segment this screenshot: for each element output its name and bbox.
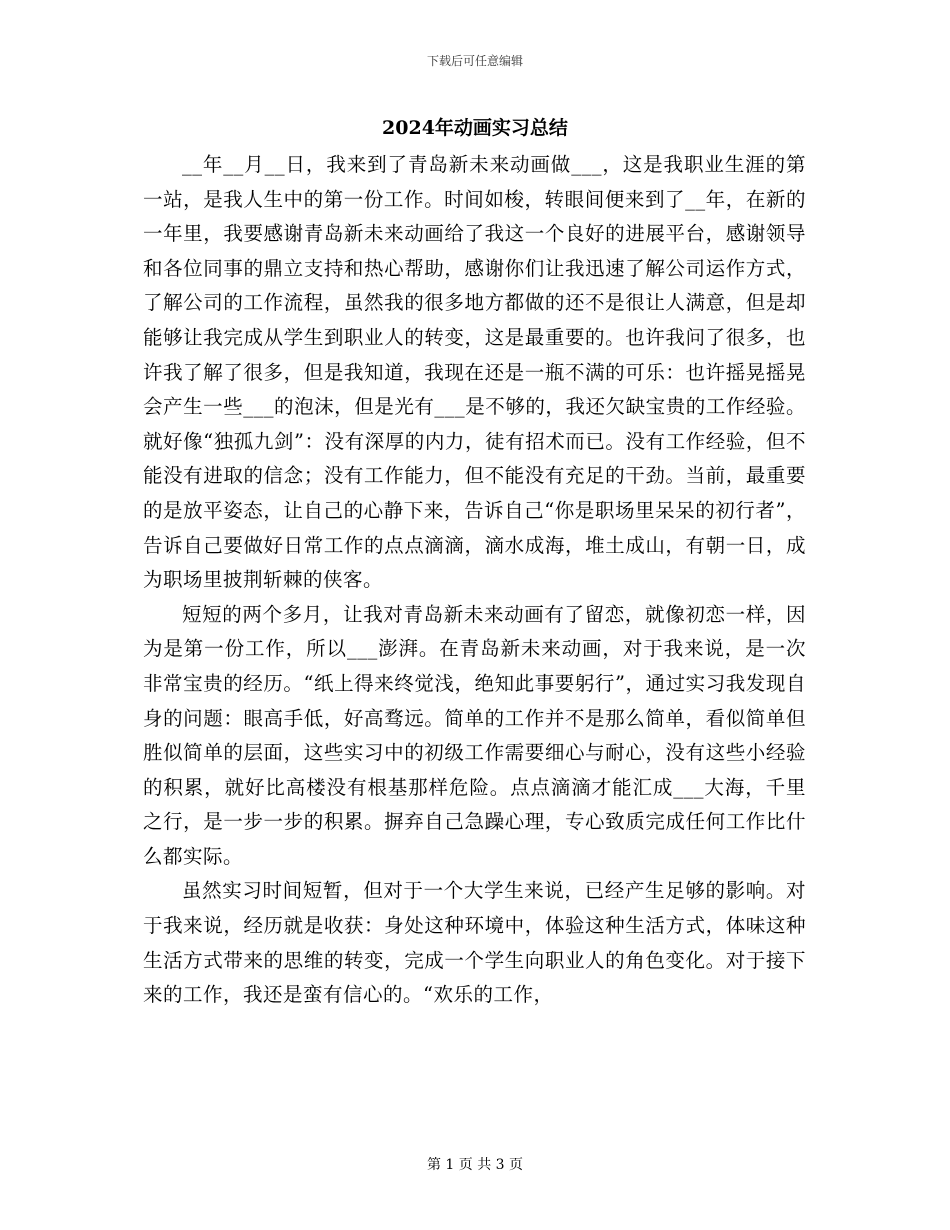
page-number: 第 1 页 共 3 页: [426, 1157, 524, 1173]
document-title: 2024年动画实习总结: [382, 117, 568, 139]
paragraph: __年__月__日，我来到了青岛新未来动画做___，这是我职业生涯的第一站，是我人生中的第一份工作。时间如梭，转眼间便来到了__年，在新的一年里，我要感谢青岛新未来动画给了我这一个良好的进展平台，感谢领导和各位同事的鼎立支持和热心帮助，感谢你们让我迅速了解公司运作方式，了解公司的工作流程，虽然我的很多地方都做的还不是很让人满意，但是却能够让我完成从学生到职业人的转变，这是最重要的。也许我问了很多，也许我了解了很多，但是我知道，我现在还是一瓶不满的可乐：也许摇晃摇晃会产生一些___的泡沫，但是光有___是不够的，我还欠缺宝贵的工作经验。就好像“独孤九剑”：没有深厚的内力，徒有招术而已。没有工作经验，但不能没有进取的信念；没有工作能力，但不能没有充足的干劲。当前，最重要的是放平姿态，让自己的心静下来，告诉自己“你是职场里呆呆的初行者”，告诉自己要做好日常工作的点点滴滴，滴水成海，堆土成山，有朝一日，成为职场里披荆斩棘的侠客。: [143, 153, 806, 592]
document-body: [143, 148, 806, 1013]
paragraph: 虽然实习时间短暂，但对于一个大学生来说，已经产生足够的影响。对于我来说，经历就是收获：身处这种环境中，体验这种生活方式，体味这种生活方式带来的思维的转变，完成一个学生向职业人的角色变化。对于接下来的工作，我还是蛮有信心的。“欢乐的工作，: [143, 879, 806, 1007]
paragraph: 短短的两个多月，让我对青岛新未来动画有了留恋，就像初恋一样，因为是第一份工作，所以___澎湃。在青岛新未来动画，对于我来说，是一次非常宝贵的经历。“纸上得来终觉浅，绝知此事要躬行”，通过实习我发现自身的问题：眼高手低，好高骛远。简单的工作并不是那么简单，看似简单但胜似简单的层面，这些实习中的初级工作需要细心与耐心，没有这些小经验的积累，就好比高楼没有根基那样危险。点点滴滴才能汇成___大海，千里之行，是一步一步的积累。摒弃自己急躁心理，专心致质完成任何工作比什么都实际。: [143, 602, 806, 868]
page-header-note: 下载后可任意编辑: [426, 54, 523, 68]
